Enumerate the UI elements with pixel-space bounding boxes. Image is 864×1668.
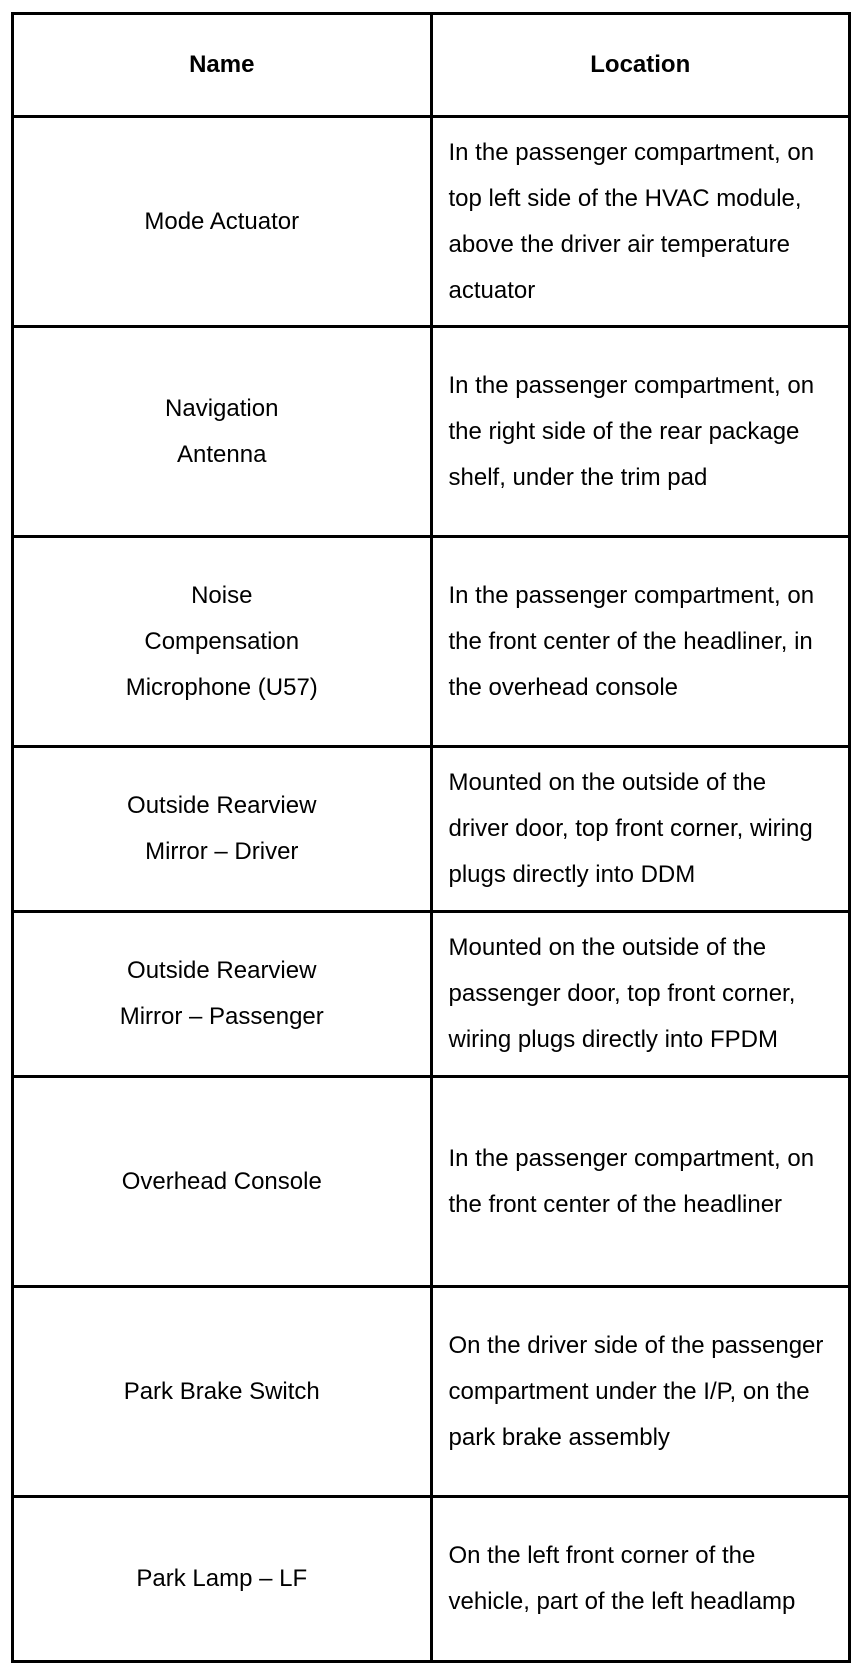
component-location-cell: In the passenger compartment, on the front center of the headliner (431, 1077, 850, 1287)
component-name-cell: Navigation Antenna (13, 327, 432, 537)
table-row (13, 327, 850, 537)
table-row (13, 117, 850, 327)
table-row (13, 1497, 850, 1662)
component-location-table (11, 12, 851, 1663)
component-name-cell: Park Brake Switch (13, 1287, 432, 1497)
component-name-cell: Mode Actuator (13, 117, 432, 327)
component-location-cell: Mounted on the outside of the passenger door, top front corner, wiring plugs directly into FPDM (431, 912, 850, 1077)
component-location-cell: In the passenger compartment, on top left side of the HVAC module, above the driver air temperature actuator (431, 117, 850, 327)
name-column-header: Name (13, 14, 432, 117)
component-name-cell: Outside Rearview Mirror – Passenger (13, 912, 432, 1077)
table-row (13, 1077, 850, 1287)
header-row (13, 14, 850, 117)
component-location-cell: Mounted on the outside of the driver door, top front corner, wiring plugs directly into DDM (431, 747, 850, 912)
table-row (13, 1287, 850, 1497)
location-column-header: Location (431, 14, 850, 117)
component-name-cell: Overhead Console (13, 1077, 432, 1287)
component-location-cell: On the left front corner of the vehicle, part of the left headlamp (431, 1497, 850, 1662)
component-location-cell: In the passenger compartment, on the front center of the headliner, in the overhead console (431, 537, 850, 747)
component-name-cell: Park Lamp – LF (13, 1497, 432, 1662)
component-location-cell: On the driver side of the passenger compartment under the I/P, on the park brake assembly (431, 1287, 850, 1497)
component-location-cell: In the passenger compartment, on the right side of the rear package shelf, under the trim pad (431, 327, 850, 537)
table-row (13, 747, 850, 912)
table-row (13, 912, 850, 1077)
table-row (13, 537, 850, 747)
component-name-cell: Outside Rearview Mirror – Driver (13, 747, 432, 912)
component-name-cell: Noise Compensation Microphone (U57) (13, 537, 432, 747)
